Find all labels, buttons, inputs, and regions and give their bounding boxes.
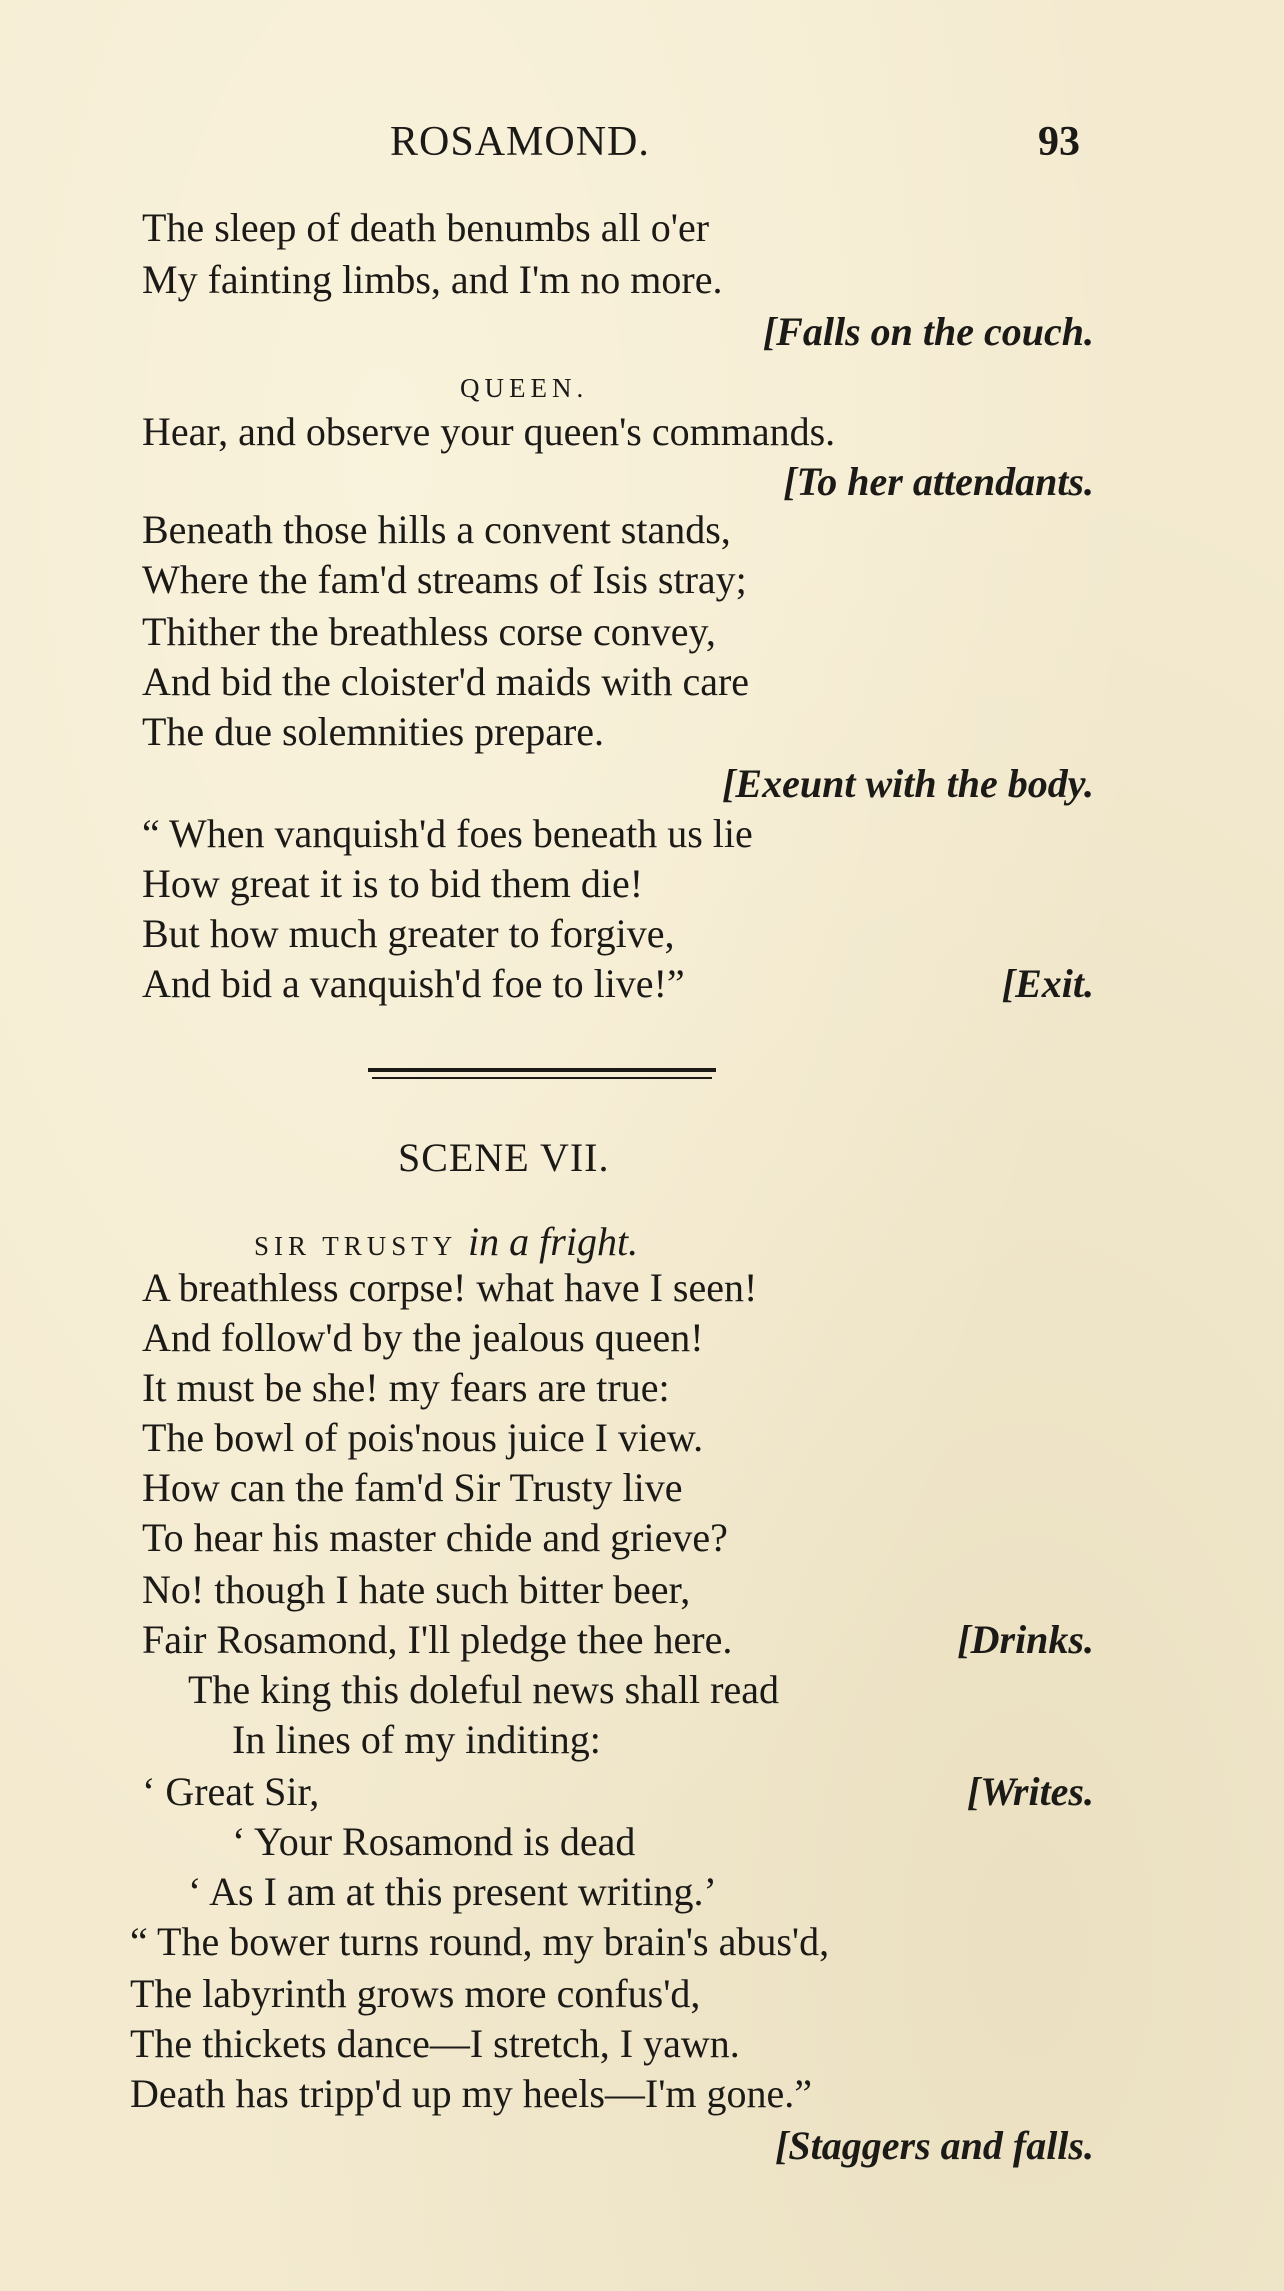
verse-line: To hear his master chide and grieve? bbox=[142, 1515, 728, 1560]
verse-line: The labyrinth grows more confus'd, bbox=[130, 1971, 701, 2016]
page-number: 93 bbox=[1038, 119, 1080, 165]
verse-line: It must be she! my fears are true: bbox=[142, 1365, 670, 1410]
verse-line: No! though I hate such bitter beer, bbox=[142, 1567, 691, 1612]
verse-line: ‘ Great Sir, bbox=[142, 1769, 320, 1814]
verse-line: My fainting limbs, and I'm no more. bbox=[142, 257, 723, 302]
stage-direction: [Falls on the couch. bbox=[762, 309, 1094, 354]
verse-line: And follow'd by the jealous queen! bbox=[142, 1315, 704, 1360]
speaker-name: SIR TRUSTY bbox=[254, 1231, 457, 1261]
verse-line: But how much greater to forgive, bbox=[142, 911, 675, 956]
verse-line: In lines of my inditing: bbox=[232, 1717, 601, 1762]
verse-line: “ The bower turns round, my brain's abus'd, bbox=[130, 1919, 830, 1964]
verse-line: ‘ Your Rosamond is dead bbox=[232, 1819, 636, 1864]
stage-direction: [Exeunt with the body. bbox=[722, 761, 1094, 806]
verse-line: The due solemnities prepare. bbox=[142, 709, 605, 754]
speaker-note: in a fright. bbox=[468, 1219, 639, 1264]
verse-line: The sleep of death benumbs all o'er bbox=[142, 205, 710, 250]
verse-line: And bid the cloister'd maids with care bbox=[142, 659, 750, 704]
speaker-name: QUEEN. bbox=[460, 373, 589, 403]
verse-line: “ When vanquish'd foes beneath us lie bbox=[142, 811, 753, 856]
stage-direction: [Writes. bbox=[966, 1769, 1094, 1814]
verse-line: Beneath those hills a convent stands, bbox=[142, 507, 731, 552]
scene-title: SCENE VII. bbox=[398, 1135, 610, 1180]
stage-direction: [Drinks. bbox=[957, 1617, 1094, 1662]
verse-line: How can the fam'd Sir Trusty live bbox=[142, 1465, 683, 1510]
verse-line: Hear, and observe your queen's commands. bbox=[142, 409, 836, 454]
verse-line: Death has tripp'd up my heels—I'm gone.” bbox=[130, 2071, 813, 2116]
verse-line: The bowl of pois'nous juice I view. bbox=[142, 1415, 704, 1460]
stage-direction: [Staggers and falls. bbox=[775, 2123, 1094, 2168]
speaker-heading bbox=[254, 1218, 638, 1270]
verse-line: Where the fam'd streams of Isis stray; bbox=[142, 557, 747, 602]
verse-line: And bid a vanquish'd foe to live!” bbox=[142, 961, 685, 1006]
stage-direction: [To her attendants. bbox=[783, 459, 1094, 504]
stage-direction: [Exit. bbox=[1001, 961, 1094, 1006]
verse-line: A breathless corpse! what have I seen! bbox=[142, 1265, 758, 1310]
running-header-title: ROSAMOND. bbox=[390, 119, 650, 165]
verse-line: ‘ As I am at this present writing.’ bbox=[188, 1869, 717, 1914]
scene-divider bbox=[368, 1068, 716, 1072]
scene-divider-thin bbox=[372, 1077, 712, 1079]
verse-line: Thither the breathless corse convey, bbox=[142, 609, 716, 654]
verse-line: How great it is to bid them die! bbox=[142, 861, 644, 906]
verse-line: Fair Rosamond, I'll pledge thee here. bbox=[142, 1617, 733, 1662]
verse-line: The thickets dance—I stretch, I yawn. bbox=[130, 2021, 740, 2066]
verse-line: The king this doleful news shall read bbox=[188, 1667, 779, 1712]
